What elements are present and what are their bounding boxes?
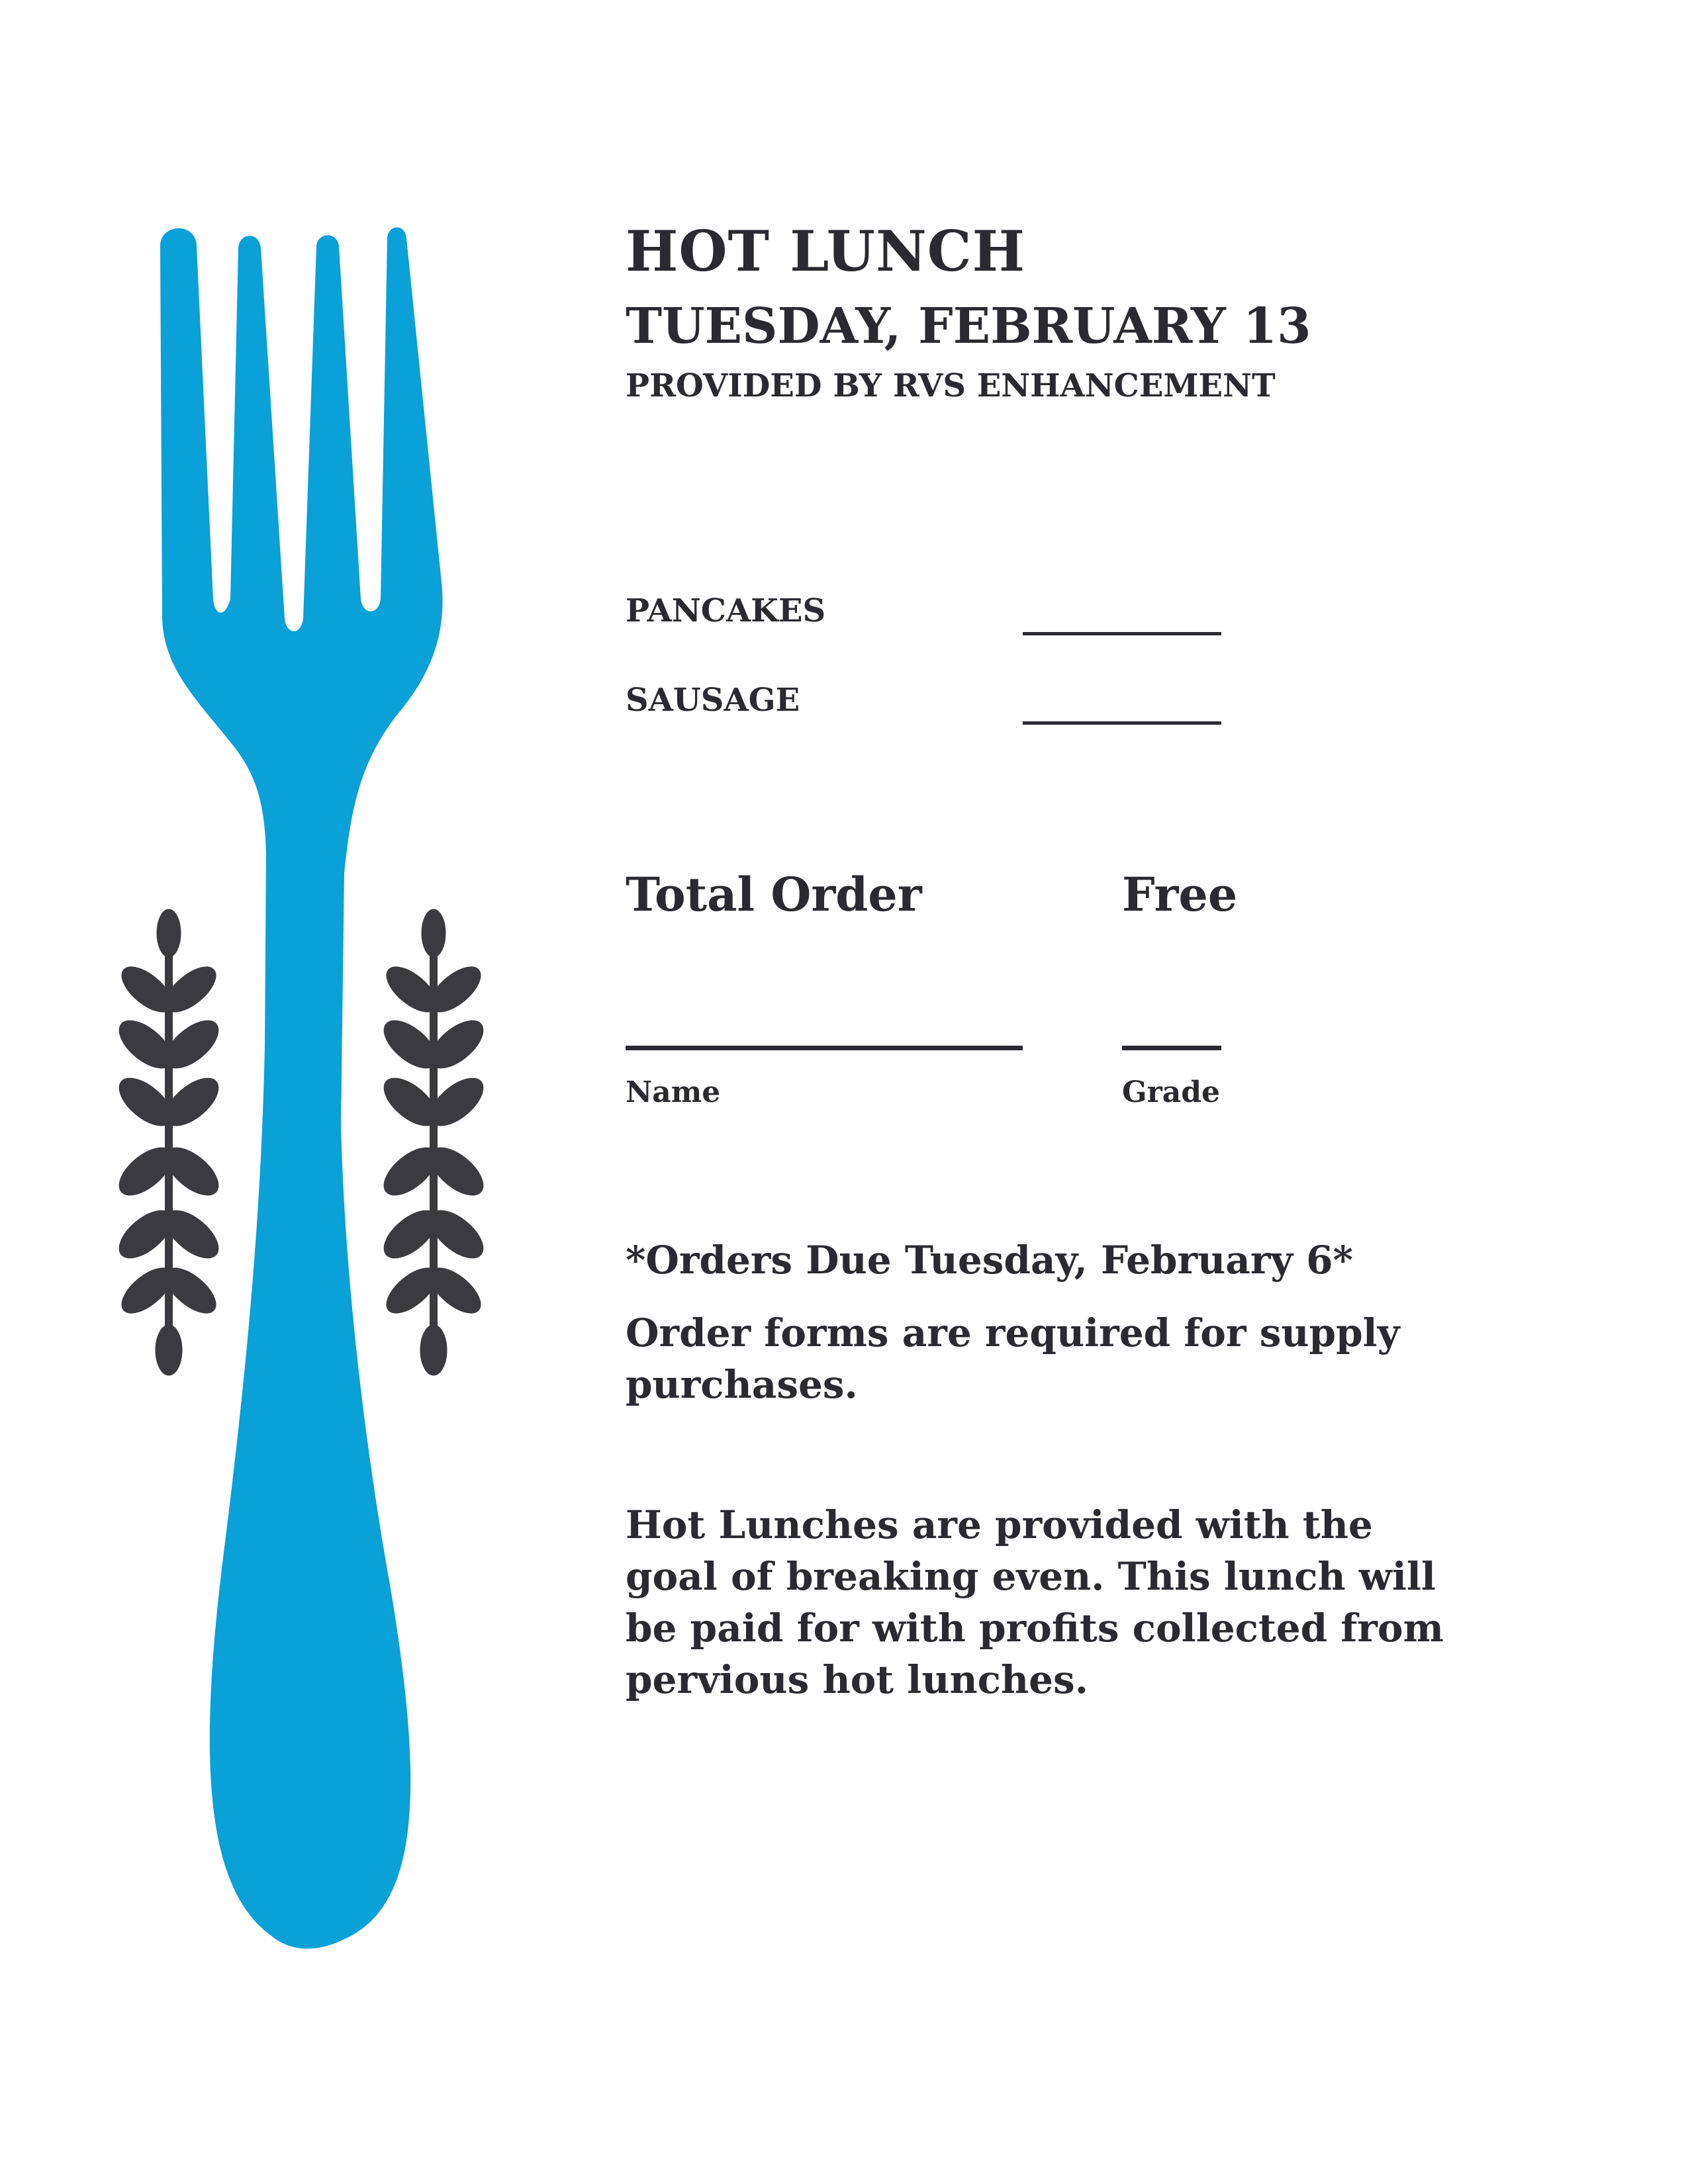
order-deadline: *Orders Due Tuesday, February 6*	[626, 1238, 1353, 1283]
sausage-quantity-blank[interactable]	[1023, 721, 1221, 725]
page-title: HOT LUNCH	[626, 218, 1026, 284]
event-date: TUESDAY, FEBRUARY 13	[626, 298, 1311, 355]
provider-line: PROVIDED BY RVS ENHANCEMENT	[626, 367, 1276, 404]
sausage-label: SAUSAGE	[626, 682, 800, 719]
pancakes-label: PANCAKES	[626, 592, 826, 629]
order-forms-note: Order forms are required for supply purchases.	[626, 1310, 1400, 1407]
break-even-note: Hot Lunches are provided with the goal of breaking even. This lunch will be paid for with profits collected from pervious hot lunches.	[626, 1502, 1444, 1702]
left-leaf-sprig-icon	[111, 909, 226, 1375]
grade-blank[interactable]	[1122, 1046, 1221, 1050]
free-label: Free	[1122, 867, 1238, 922]
pancakes-quantity-blank[interactable]	[1023, 632, 1221, 635]
name-blank[interactable]	[626, 1046, 1023, 1050]
name-label: Name	[626, 1075, 721, 1109]
right-leaf-sprig-icon	[376, 909, 491, 1375]
grade-label: Grade	[1122, 1075, 1221, 1109]
total-order-label: Total Order	[626, 867, 922, 922]
